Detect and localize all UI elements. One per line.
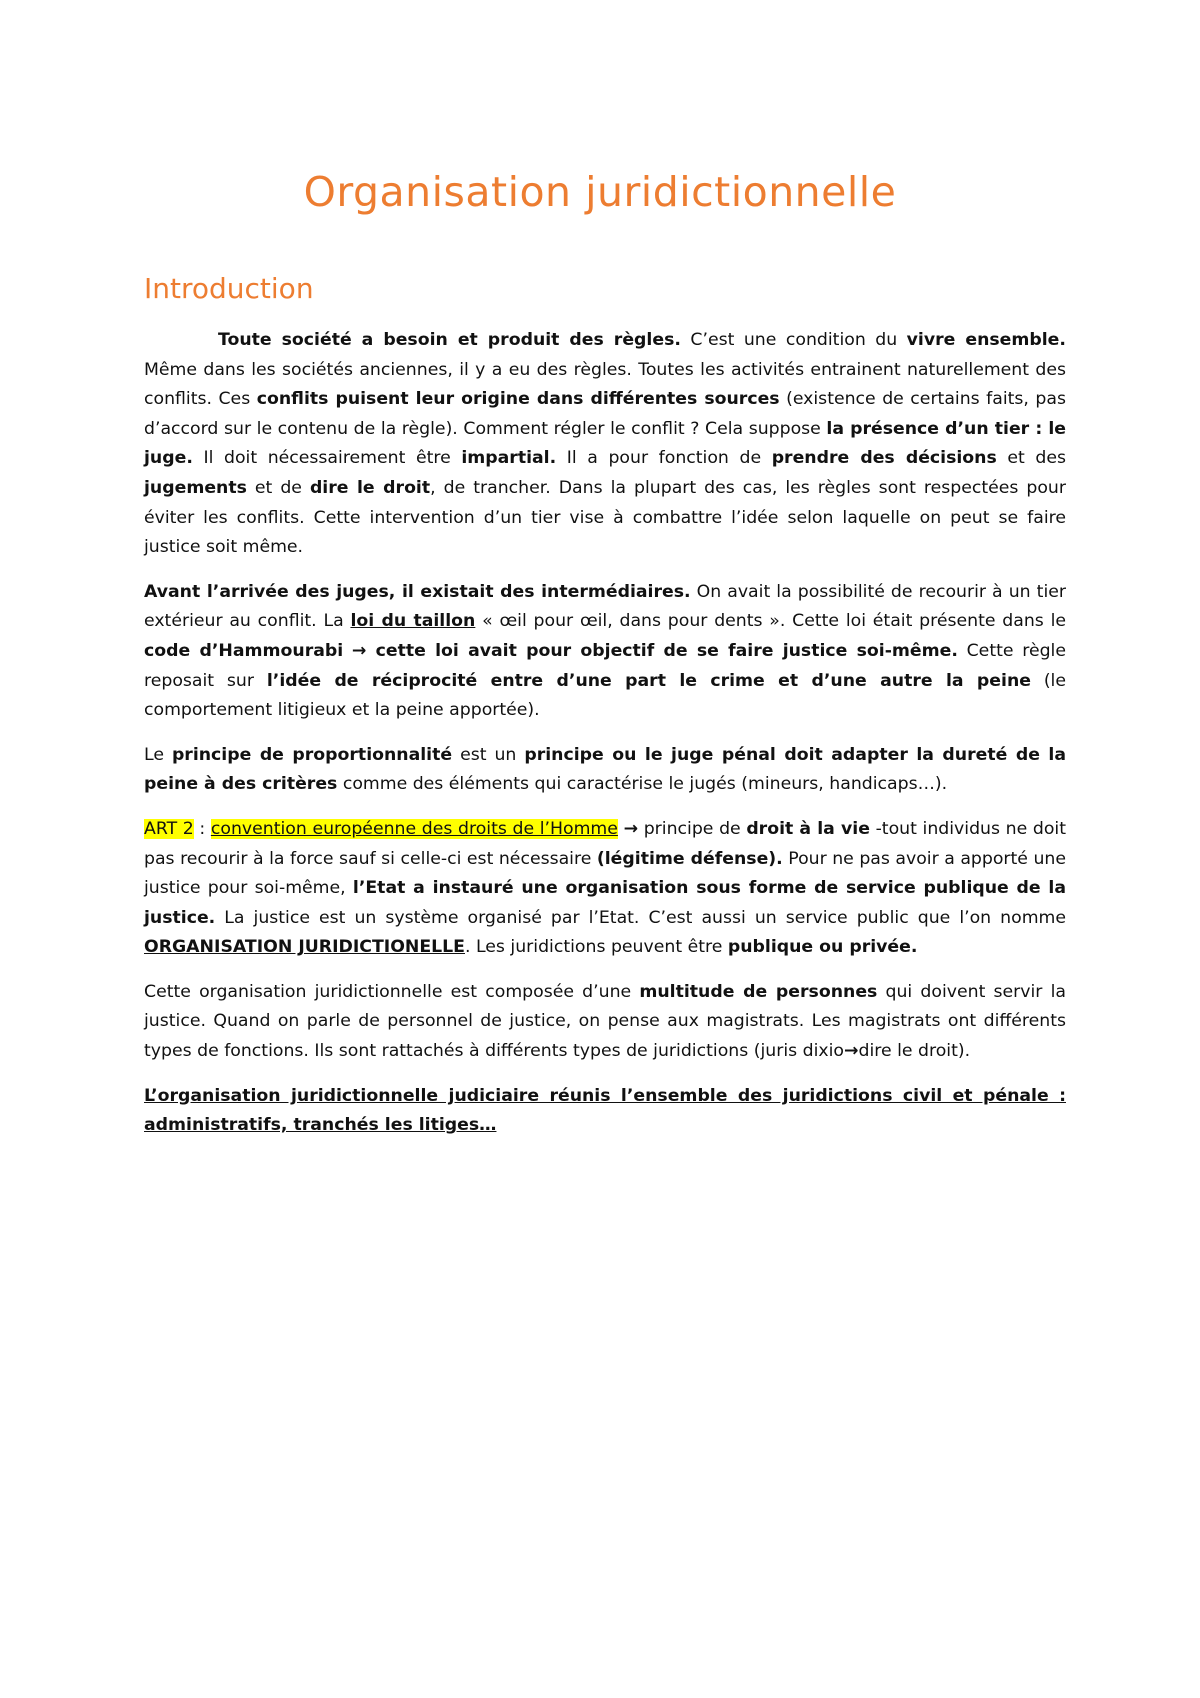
p2-underlined-term: loi du taillon: [350, 611, 476, 632]
p1-bold-5: impartial.: [461, 448, 557, 469]
p1-text-1: C’est une condition du: [680, 330, 907, 350]
p4-bold-4: publique ou privée.: [727, 937, 918, 958]
p3-text-1: Le: [144, 744, 172, 765]
p1-text-7: et de: [246, 477, 310, 498]
p2-text-3: Cette règle reposait sur: [144, 640, 1066, 691]
p3-text-2: est un: [452, 744, 525, 765]
p5-bold-1: multitude de personnes: [639, 981, 878, 1002]
p1-text-2: Même dans les sociétés anciennes, il y a eu des règles. Toutes les activités entrainent naturellement des conflits. Ces: [144, 359, 1066, 410]
p4-text-1: :: [193, 818, 211, 839]
arrow-right-icon: →: [623, 818, 639, 839]
p3-bold-2: principe ou le juge pénal doit adapter la dureté de la peine à des critères: [144, 744, 1066, 795]
p3-text-3: comme des éléments qui caractérise le jugés (mineurs, handicaps…).: [337, 774, 948, 795]
p2-text-1: On avait la possibilité de recourir à un tier extérieur au conflit. La: [144, 581, 1066, 632]
p1-bold-7: jugements: [144, 477, 247, 498]
p4-highlight-convention: convention européenne des droits de l’Homme: [210, 818, 618, 839]
p4-highlight-art: ART 2: [144, 818, 194, 839]
p1-text-5: Il a pour fonction de: [556, 448, 772, 469]
p1-bold-8: dire le droit: [309, 477, 431, 498]
paragraph-4: [144, 815, 1066, 963]
p4-text-5: La justice est un système organisé par l’Etat. C’est aussi un service public que l’on nomme: [215, 907, 1066, 928]
p1-text-4: Il doit nécessairement être: [192, 448, 462, 469]
p4-text-6: . Les juridictions peuvent être: [464, 937, 728, 958]
p3-bold-1: principe de proportionnalité: [171, 744, 453, 765]
paragraph-6: [144, 1082, 1066, 1141]
p6-bold-underlined: L’organisation juridictionnelle judiciaire réunis l’ensemble des juridictions civil et pénale : administratifs, tranchés les litiges…: [144, 1085, 1066, 1136]
p1-bold-3: conflits puisent leur origine dans différentes sources: [256, 389, 780, 410]
p1-text-8: , de trancher. Dans la plupart des cas, les règles sont respectées pour éviter les conflits. Cette intervention d’un tier vise à combattre l’idée selon laquelle on peut se faire justice soit même.: [144, 477, 1066, 558]
p2-bold-2: code d’Hammourabi: [144, 640, 344, 661]
document-title: Organisation juridictionnelle: [303, 168, 897, 216]
p5-text-3: dire le droit).: [858, 1041, 971, 1062]
p5-text-2: qui doivent servir la justice. Quand on parle de personnel de justice, on pense aux magistrats. Les magistrats ont différents types de fonctions. Ils sont rattachés à différents types de juridictions (juris dixio: [144, 981, 1066, 1062]
p4-text-2: principe de: [638, 818, 747, 839]
p2-bold-3: cette loi avait pour objectif de se faire justice soi-même.: [366, 640, 958, 661]
p1-bold-4: la présence d’un tier : le juge.: [144, 418, 1067, 469]
paragraph-3: [144, 741, 1066, 800]
p2-text-4: (le comportement litigieux et la peine apportée).: [144, 670, 1066, 721]
p1-bold-2: vivre ensemble.: [906, 330, 1066, 350]
p1-text-3: (existence de certains faits, pas d’accord sur le contenu de la règle). Comment régler le conflit ? Cela suppose: [144, 389, 1066, 439]
paragraph-2: [144, 578, 1066, 726]
p2-bold-4: l’idée de réciprocité entre d’une part le crime et d’une autre la peine: [266, 670, 1031, 691]
arrow-right-icon: →: [843, 1041, 859, 1062]
section-heading-introduction: Introduction: [144, 272, 314, 305]
p4-bold-1: droit à la vie: [746, 818, 870, 839]
p4-bold-3: l’Etat a instauré une organisation sous forme de service publique de la justice.: [144, 878, 1066, 928]
p2-bold-1: Avant l’arrivée des juges, il existait des intermédiaires.: [144, 581, 691, 602]
p5-text-1: Cette organisation juridictionnelle est composée d’une: [144, 981, 640, 1002]
p2-text-2: « œil pour œil, dans pour dents ». Cette loi était présente dans le: [475, 611, 1066, 632]
p4-text-3: -tout individus ne doit pas recourir à la force sauf si celle-ci est nécessaire: [144, 818, 1066, 869]
p1-bold-6: prendre des décisions: [771, 448, 997, 469]
p4-bold-2: (légitime défense).: [596, 848, 783, 869]
paragraph-5: [144, 978, 1066, 1067]
arrow-right-icon: →: [351, 640, 367, 661]
p1-text-6: et des: [996, 448, 1066, 469]
paragraph-1: [144, 326, 1066, 563]
p4-text-4: Pour ne pas avoir a apporté une justice pour soi-même,: [144, 848, 1066, 899]
p1-bold-1: Toute société a besoin et produit des règles.: [218, 330, 681, 350]
p4-underlined-term: ORGANISATION JURIDICTIONELLE: [144, 937, 465, 958]
document-body: [144, 326, 1066, 1156]
